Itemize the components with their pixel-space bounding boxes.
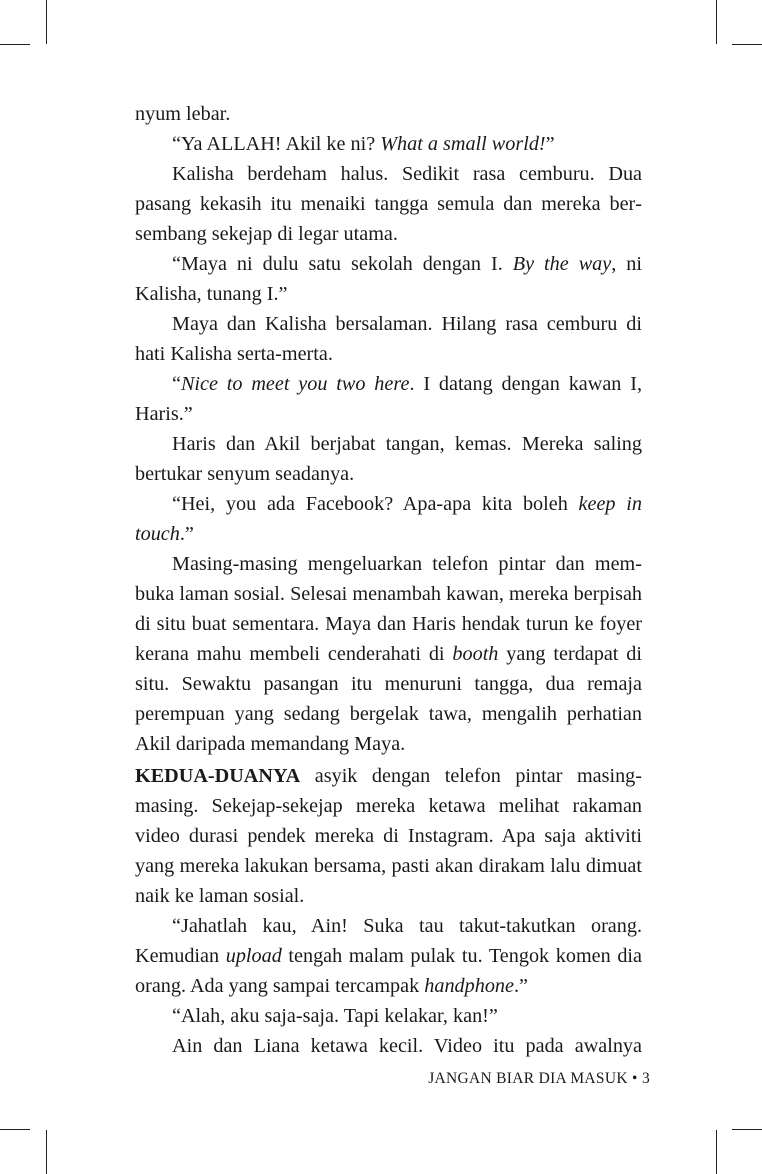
paragraph: Maya dan Kalisha bersalaman. Hilang rasa cemburu di hati Kalisha serta-merta. bbox=[135, 313, 642, 365]
paragraph bbox=[135, 369, 642, 429]
crop-mark-top-left-horizontal bbox=[0, 44, 30, 45]
text-run: “Jahatlah kau, Ain! Suka tau takut-takutkan orang. Kemudian bbox=[135, 915, 642, 967]
running-title: JANGAN BIAR DIA MASUK bbox=[428, 1070, 628, 1087]
italic-text: Nice to meet you two here bbox=[180, 373, 410, 395]
paragraph: “Alah, aku saja-saja. Tapi kelakar, kan!” bbox=[172, 1005, 498, 1027]
paragraph bbox=[135, 489, 642, 549]
italic-text: What a small world! bbox=[380, 133, 546, 155]
section-lead-in: KEDUA-DUANYA bbox=[135, 765, 301, 787]
italic-text: By the way bbox=[512, 253, 612, 275]
crop-mark-bottom-left-horizontal bbox=[0, 1129, 30, 1130]
text-run: yang terdapat di situ. Sewaktu pasangan itu menuruni tangga, dua remaja perempuan yang sedang bergelak tawa, mengalih perhatian Akil daripada memandang Maya. bbox=[135, 643, 643, 755]
text-run: asyik dengan telefon pintar masing-masing. Sekejap-sekejap mereka ketawa melihat rakaman video durasi pendek mereka di Instagram. Apa saja aktiviti yang mereka lakukan bersama, pasti akan dirakam lalu dimuat naik ke laman sosial. bbox=[135, 765, 642, 907]
crop-mark-top-right-vertical bbox=[716, 0, 717, 44]
crop-mark-top-right-horizontal bbox=[732, 44, 762, 45]
text-run: .” bbox=[179, 523, 194, 545]
text-run: “Maya ni dulu satu sekolah dengan I. bbox=[172, 253, 513, 275]
text-run: tengah malam pulak tu. Tengok komen dia orang. Ada yang sampai tercampak bbox=[135, 945, 642, 997]
text-run: “ bbox=[172, 373, 181, 395]
crop-mark-bottom-left-vertical bbox=[46, 1130, 47, 1174]
text-run: . I datang dengan kawan I, Haris.” bbox=[135, 373, 642, 425]
paragraph bbox=[135, 249, 642, 309]
paragraph: Ain dan Liana ketawa kecil. Video itu pada awalnya bbox=[172, 1035, 642, 1057]
running-footer bbox=[428, 1070, 650, 1088]
italic-text: handphone bbox=[424, 975, 514, 997]
paragraph: Haris dan Akil berjabat tangan, kemas. Mereka saling bertukar senyum seadanya. bbox=[135, 433, 642, 485]
italic-text: upload bbox=[225, 945, 282, 967]
text-run: ” bbox=[545, 133, 555, 155]
paragraph: Kalisha berdeham halus. Sedikit rasa cemburu. Dua pasang kekasih itu menaiki tangga semula dan mereka bersembang sekejap di legar utama. bbox=[135, 163, 642, 245]
text-run: .” bbox=[513, 975, 528, 997]
text-run: Masing-masing mengeluarkan telefon pintar dan membuka laman sosial. Selesai menambah kawan, mereka berpisah di situ buat sementara. Maya dan Haris hendak turun ke foyer kerana mahu membeli cenderahati di bbox=[135, 553, 642, 665]
italic-text: booth bbox=[452, 643, 499, 665]
text-run: , ni Kalisha, tunang I.” bbox=[135, 253, 642, 305]
paragraph bbox=[135, 911, 642, 1001]
body-section-2 bbox=[135, 761, 642, 1061]
italic-text: keep in touch bbox=[135, 493, 642, 545]
crop-mark-bottom-right-horizontal bbox=[732, 1129, 762, 1130]
crop-mark-bottom-right-vertical bbox=[716, 1130, 717, 1174]
paragraph bbox=[135, 549, 642, 759]
text-run: “Ya ALLAH! Akil ke ni? bbox=[172, 133, 381, 155]
paragraph: nyum lebar. bbox=[135, 103, 231, 125]
footer-bullet: • bbox=[632, 1070, 638, 1087]
paragraph bbox=[135, 761, 642, 911]
body-section-1 bbox=[135, 99, 642, 759]
text-run: “Hei, you ada Facebook? Apa-apa kita boleh bbox=[172, 493, 579, 515]
crop-mark-top-left-vertical bbox=[46, 0, 47, 44]
page-number: 3 bbox=[641, 1070, 650, 1087]
paragraph bbox=[135, 129, 642, 159]
